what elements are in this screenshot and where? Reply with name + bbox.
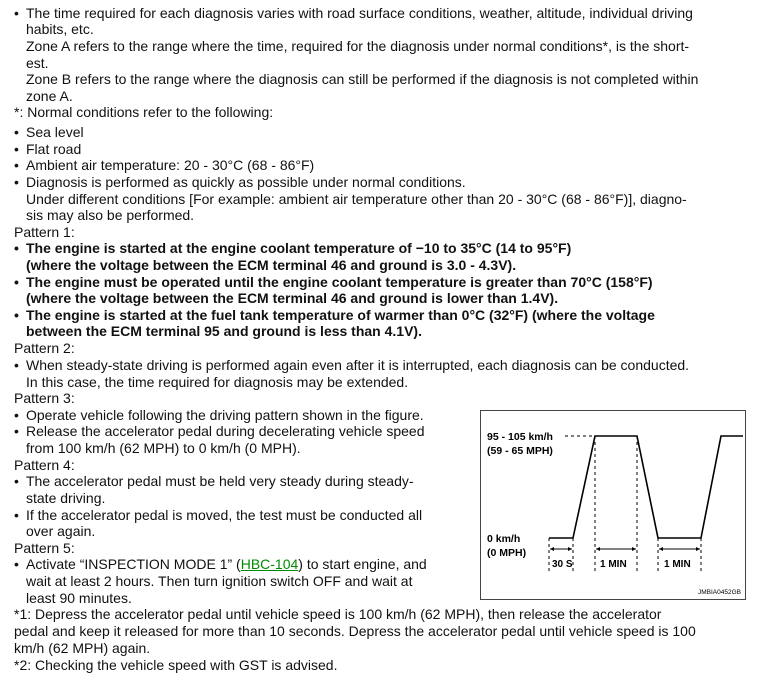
driving-pattern-figure	[480, 410, 746, 600]
bullet: •	[14, 307, 19, 323]
pattern-4-item-2-line-2: over again.	[26, 523, 96, 539]
bullet: •	[14, 124, 19, 140]
footnote-1-line-1: *1: Depress the accelerator pedal until vehicle speed is 100 km/h (62 MPH), then release the accelerator	[14, 606, 662, 622]
interval-arrow-30s	[550, 547, 572, 551]
pattern-5-title: Pattern 5:	[14, 540, 75, 556]
pattern-4-title: Pattern 4:	[14, 457, 75, 473]
footnote-2: *2: Checking the vehicle speed with GST is advised.	[14, 657, 338, 673]
pattern-1-item-1-line-2: (where the voltage between the ECM terminal 46 and ground is 3.0 - 4.3V).	[26, 257, 517, 273]
pattern-4-item-1-line-2: state driving.	[26, 490, 106, 506]
hbc-104-link[interactable]: HBC-104	[240, 556, 299, 572]
bullet: •	[14, 5, 19, 21]
high-speed-label-kmh: 95 - 105 km/h	[487, 431, 553, 443]
zero-speed-label-kmh: 0 km/h	[487, 533, 521, 545]
pattern-3-item-1: Operate vehicle following the driving pattern shown in the figure.	[26, 407, 424, 423]
pattern-1-item-1-line-1: The engine is started at the engine coolant temperature of −10 to 35°C (14 to 95°F)	[26, 240, 572, 256]
zone-b-line-1: Zone B refers to the range where the diagnosis can still be performed if the diagnosis is not completed within	[26, 71, 699, 87]
pattern-5-text-pre: Activate “INSPECTION MODE 1” (	[26, 556, 241, 572]
high-speed-label-mph: (59 - 65 MPH)	[487, 445, 553, 457]
pattern-5-item-line-2: wait at least 2 hours. Then turn ignition switch OFF and wait at	[26, 573, 413, 589]
pattern-2-item-line-1: When steady-state driving is performed again even after it is interrupted, each diagnosis can be conducted.	[26, 357, 690, 373]
bullet: •	[14, 240, 19, 256]
bullet: •	[14, 274, 19, 290]
zone-a-line-2: est.	[26, 55, 49, 71]
pattern-1-item-3-line-2: between the ECM terminal 95 and ground is less than 4.1V).	[26, 323, 422, 339]
normal-item-text: Sea level	[26, 124, 84, 140]
pattern-3-title: Pattern 3:	[14, 390, 75, 406]
bullet: •	[14, 507, 19, 523]
pattern-1-item-3-line-1: The engine is started at the fuel tank temperature of warmer than 0°C (32°F) (where the voltage	[26, 307, 655, 323]
pattern-4-item-1-line-1: The accelerator pedal must be held very steady during steady-	[26, 473, 414, 489]
figure-id: JMBIA0452GB	[698, 589, 741, 596]
driving-pattern-diagram	[481, 411, 745, 599]
bullet: •	[14, 357, 19, 373]
interval-label-1min-a: 1 MIN	[600, 559, 627, 570]
interval-label-1min-b: 1 MIN	[664, 559, 691, 570]
normal-note-line-2: sis may also be performed.	[26, 207, 195, 223]
pattern-5-text-post: ) to start engine, and	[298, 556, 427, 572]
zone-b-line-2: zone A.	[26, 88, 73, 104]
footnote-1-line-3: km/h (62 MPH) again.	[14, 640, 151, 656]
pattern-5-item-line-3: least 90 minutes.	[26, 590, 132, 606]
bullet: •	[14, 157, 19, 173]
bullet: •	[14, 407, 19, 423]
bullet: •	[14, 174, 19, 190]
intro-line-2: habits, etc.	[26, 21, 94, 37]
pattern-1-item-2-line-2: (where the voltage between the ECM terminal 46 and ground is lower than 1.4V).	[26, 290, 559, 306]
footnote-1-line-2: pedal and keep it released for more than 10 seconds. Depress the accelerator pedal until vehicle speed is 100	[14, 623, 696, 639]
pattern-4-item-2-line-1: If the accelerator pedal is moved, the test must be conducted all	[26, 507, 423, 523]
bullet: •	[14, 556, 19, 572]
speed-profile-line	[549, 436, 743, 538]
bullet: •	[14, 423, 19, 439]
pattern-3-item-2-line-1: Release the accelerator pedal during decelerating vehicle speed	[26, 423, 425, 439]
normal-conditions-heading: *: Normal conditions refer to the following:	[14, 104, 274, 120]
interval-arrow-1min-b	[659, 547, 700, 551]
normal-item-text: Flat road	[26, 141, 82, 157]
zone-a-line-1: Zone A refers to the range where the time, required for the diagnosis under normal conditions*, is the short-	[26, 38, 690, 54]
pattern-1-title: Pattern 1:	[14, 224, 75, 240]
bullet: •	[14, 473, 19, 489]
normal-item-text: Diagnosis is performed as quickly as possible under normal conditions.	[26, 174, 466, 190]
pattern-5-item-line-1	[26, 556, 427, 573]
zero-speed-label-mph: (0 MPH)	[487, 547, 527, 559]
bullet: •	[14, 141, 19, 157]
pattern-2-title: Pattern 2:	[14, 340, 75, 356]
interval-label-30s: 30 S	[552, 559, 573, 570]
normal-note-line-1: Under different conditions [For example: ambient air temperature other than 20 - 30°C (68 - 86°F)], diagno-	[26, 191, 687, 207]
intro-line-1: The time required for each diagnosis varies with road surface conditions, weather, altitude, individual driving	[26, 5, 693, 21]
interval-arrow-1min-a	[596, 547, 636, 551]
normal-item-text: Ambient air temperature: 20 - 30°C (68 - 86°F)	[26, 157, 315, 173]
pattern-2-item-line-2: In this case, the time required for diagnosis may be extended.	[26, 374, 409, 390]
pattern-1-item-2-line-1: The engine must be operated until the engine coolant temperature is greater than 70°C (158°F)	[26, 274, 653, 290]
pattern-3-item-2-line-2: from 100 km/h (62 MPH) to 0 km/h (0 MPH).	[26, 440, 301, 456]
